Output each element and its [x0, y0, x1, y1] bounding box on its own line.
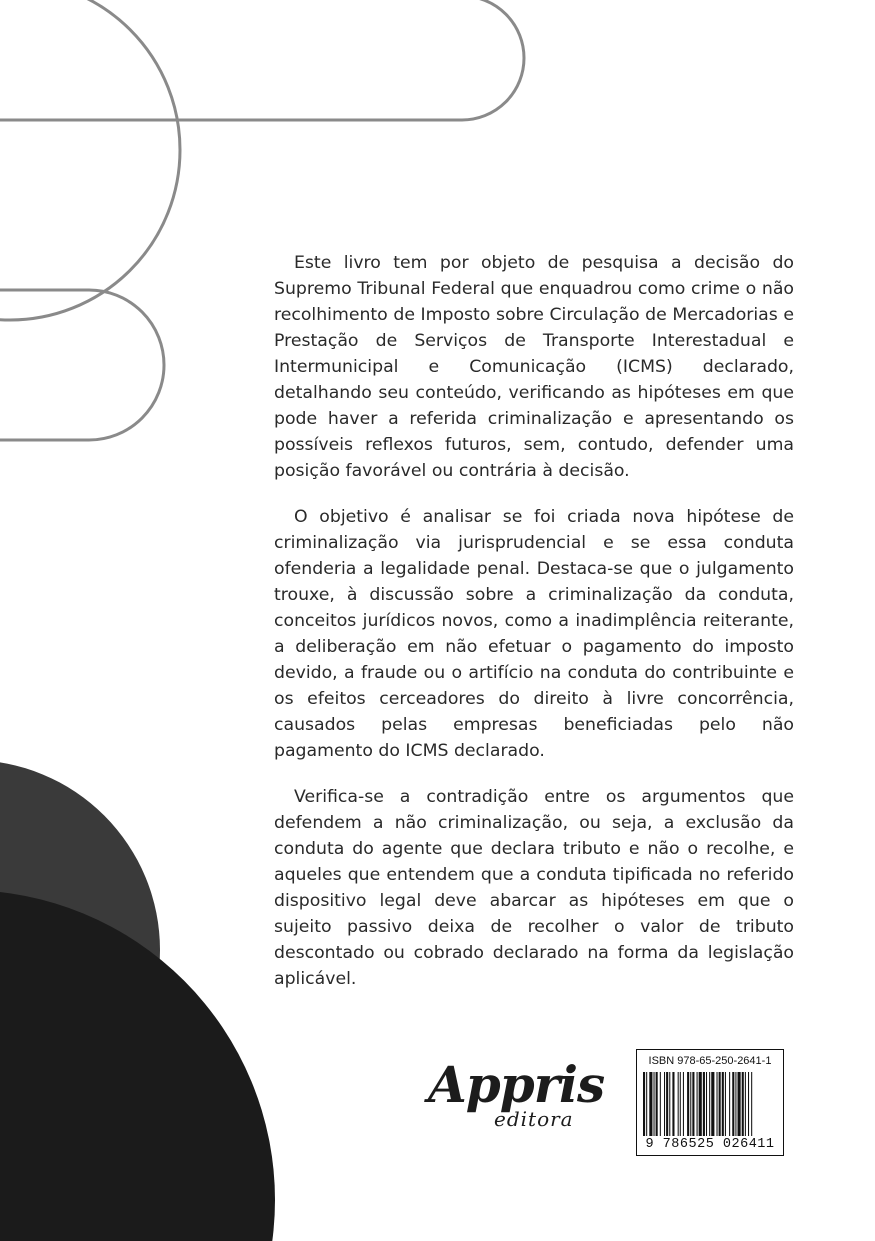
barcode-bar	[703, 1072, 705, 1136]
barcode-bar	[697, 1072, 698, 1136]
barcode-bar	[725, 1072, 726, 1136]
barcode-bar	[751, 1072, 752, 1136]
back-cover-synopsis	[274, 250, 794, 1012]
barcode-bar	[738, 1072, 741, 1136]
barcode-bar	[706, 1072, 707, 1136]
barcode-bar	[643, 1072, 645, 1136]
barcode-bar	[735, 1072, 736, 1136]
barcode-bar	[748, 1072, 749, 1136]
barcode-bar	[711, 1072, 714, 1136]
barcode-bar	[732, 1072, 734, 1136]
isbn-label: ISBN 978-65-250-2641-1	[648, 1055, 772, 1067]
synopsis-paragraph-3: Verifica-se a contradição entre os argumentos que defendem a não criminalização, ou seja, a exclusão da conduta do agente que declara tributo e não o recolhe, e aqueles que entendem que a conduta tipificada no referido dispositivo legal deve abarcar as hipóteses em que o sujeito passivo deixa de recolher o valor de tributo descontado ou cobrado declarado na forma da legislação aplicável.	[274, 787, 794, 989]
barcode-bar	[683, 1072, 684, 1136]
barcode-bar	[717, 1072, 718, 1136]
decor-rounded-bar-middle	[0, 290, 164, 440]
synopsis-paragraph-1: Este livro tem por objeto de pesquisa a decisão do Supremo Tribunal Federal que enquadrou como crime o não recolhimento de Imposto sobre Circulação de Mercadorias e Prestação de Serviços de Transporte Interestadual e Intermunicipal e Comunicação (ICMS) declarado, detalhando seu conteúdo, verificando as hipóteses em que pode haver a referida criminalização e apresentando os possíveis reflexos futuros, sem, contudo, defender uma posição favorável ou contrária à decisão.	[274, 253, 794, 481]
barcode-digits: 9 786525 026411	[645, 1137, 775, 1152]
barcode-bar	[680, 1072, 681, 1136]
barcode-bar	[692, 1072, 694, 1136]
barcode-bar	[690, 1072, 691, 1136]
barcode-bar	[719, 1072, 721, 1136]
barcode-bar	[656, 1072, 658, 1136]
publisher-logo-sub: editora	[494, 1107, 574, 1131]
barcode-bar	[666, 1072, 668, 1136]
barcode-bar	[722, 1072, 724, 1136]
barcode-bar	[672, 1072, 674, 1136]
synopsis-paragraph-2: O objetivo é analisar se foi criada nova hipótese de criminalização via jurisprudencial e se essa conduta ofenderia a legalidade penal. Destaca-se que o julgamento trouxe, à discussão sobre a criminalização da conduta, conceitos jurídicos novos, como a inadimplência reiterante, a deliberação em não efetuar o pagamento do imposto devido, a fraude ou o artifício na conduta do contribuinte e os efeitos cerceadores do direito à livre concorrência, causados pelas empresas beneficiadas pelo não pagamento do ICMS declarado.	[274, 507, 794, 761]
publisher-logo-name: Appris	[428, 1055, 605, 1114]
barcode-bar	[660, 1072, 661, 1136]
barcode-bar	[699, 1072, 702, 1136]
barcode-bars	[643, 1072, 779, 1136]
barcode-bar	[729, 1072, 730, 1136]
barcode-bar	[646, 1072, 647, 1136]
barcode-bar	[687, 1072, 689, 1136]
decor-ring-large	[0, 0, 180, 320]
barcode-bar	[649, 1072, 652, 1136]
barcode-bar	[745, 1072, 746, 1136]
decor-black-circle	[0, 890, 275, 1241]
barcode-bar	[654, 1072, 655, 1136]
barcode-bar	[664, 1072, 665, 1136]
barcode-bar	[709, 1072, 710, 1136]
barcode-bar	[669, 1072, 670, 1136]
barcode-bar	[742, 1072, 744, 1136]
publisher-logo	[428, 1055, 603, 1145]
decor-rounded-bar-top	[0, 0, 524, 120]
isbn-barcode	[636, 1049, 784, 1156]
barcode-bar	[678, 1072, 679, 1136]
